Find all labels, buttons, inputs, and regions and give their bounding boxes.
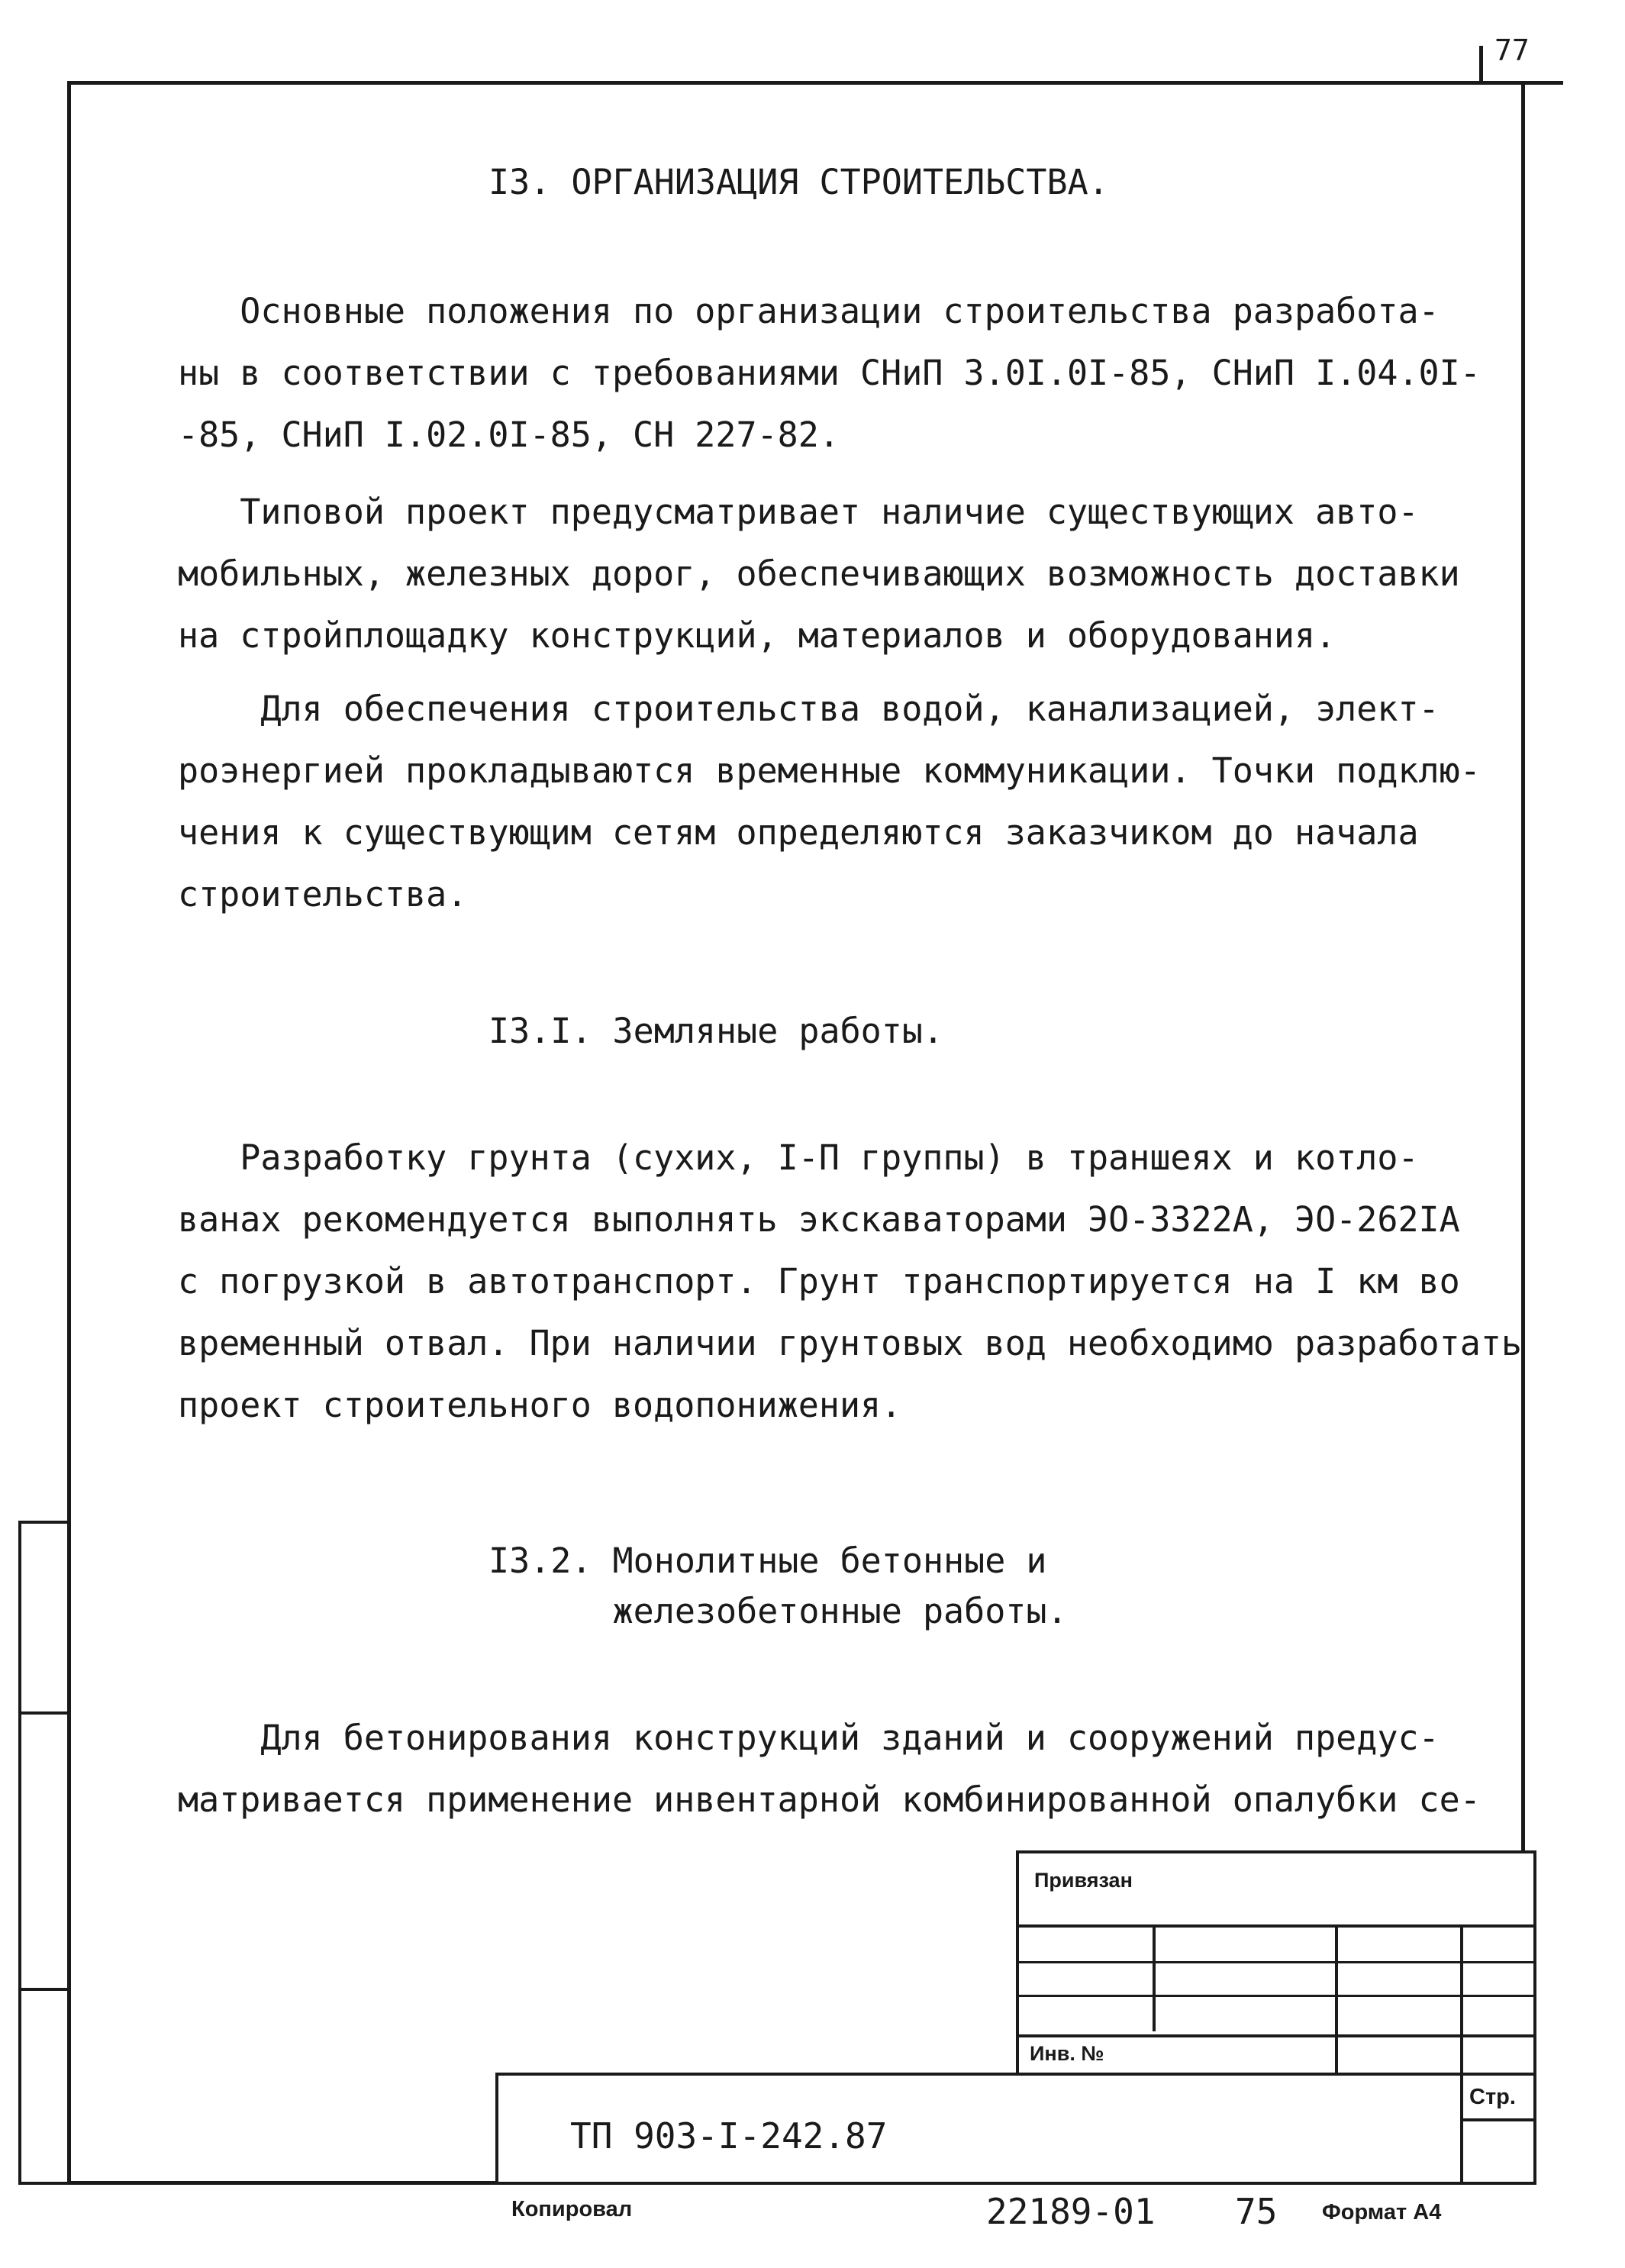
bound-label: Привязан: [1034, 1869, 1133, 1892]
intro-line: чения к существующим сетям определяются заказчиком до начала: [178, 812, 1419, 853]
stamp-rule: [1019, 1924, 1533, 1928]
copied-label: Копировал: [511, 2197, 633, 2221]
intro-line: Для обеспечения строительства водой, канализацией, элект-: [178, 689, 1440, 729]
section1-line: Разработку грунта (сухих, I-П группы) в траншеях и котло-: [178, 1137, 1419, 1178]
left-margin-box: [18, 1521, 69, 1715]
intro-line: Основные положения по организации строительства разработа-: [178, 291, 1440, 331]
section2-line: матривается применение инвентарной комбинированной опалубки се-: [178, 1779, 1481, 1820]
section-title: I3.2. Монолитные бетонные и: [488, 1540, 1047, 1581]
section2-line: Для бетонирования конструкций зданий и сооружений предус-: [178, 1718, 1440, 1758]
inv-label: Инв. №: [1030, 2042, 1104, 2065]
left-margin-box: [18, 1711, 69, 1991]
format-label: Формат А4: [1322, 2200, 1442, 2224]
intro-line: ны в соответствии с требованиями СНиП 3.0I.0I-85, СНиП I.04.0I-: [178, 353, 1481, 393]
section1-line: временный отвал. При наличии грунтовых вод необходимо разработать: [178, 1323, 1522, 1363]
stamp-rule: [1460, 2076, 1463, 2182]
binding-stamp: [1016, 1850, 1536, 2076]
corner-mark: [1479, 46, 1483, 84]
intro-line: на стройплощадку конструкций, материалов и оборудования.: [178, 615, 1336, 656]
document-code: ТП 903-I-242.87: [570, 2115, 888, 2157]
intro-line: -85, СНиП I.02.0I-85, СН 227-82.: [178, 415, 840, 455]
section-title: I3.I. Земляные работы.: [488, 1011, 944, 1051]
stamp-rule: [1153, 1924, 1156, 2031]
section-title: железобетонные работы.: [488, 1591, 1068, 1631]
left-margin-box: [18, 1988, 69, 2185]
stamp-rule: [1460, 2118, 1533, 2121]
order-number: 22189-01: [986, 2191, 1156, 2232]
intro-line: Типовой проект предусматривает наличие существующих авто-: [178, 492, 1419, 532]
stamp-rule: [1019, 1995, 1533, 1997]
corner-page-number: 77: [1494, 34, 1530, 67]
page-label: Стр.: [1469, 2085, 1516, 2109]
frame-top-extension: [1479, 81, 1563, 85]
intro-line: роэнергией прокладываются временные коммуникации. Точки подклю-: [178, 750, 1481, 791]
section1-line: проект строительного водопонижения.: [178, 1385, 902, 1425]
sheet-number: 75: [1235, 2191, 1278, 2232]
stamp-rule: [1335, 1924, 1338, 2073]
stamp-rule: [1019, 2034, 1533, 2037]
title-block: [495, 2073, 1536, 2185]
stamp-rule: [1019, 1961, 1533, 1963]
intro-line: мобильных, железных дорог, обеспечивающих возможность доставки: [178, 553, 1460, 594]
intro-line: строительства.: [178, 874, 468, 915]
page-title: I3. ОРГАНИЗАЦИЯ СТРОИТЕЛЬСТВА.: [488, 162, 1109, 202]
stamp-rule: [1460, 1924, 1463, 2073]
section1-line: ванах рекомендуется выполнять экскаваторами ЭО-3322А, ЭО-262IА: [178, 1199, 1460, 1240]
section1-line: с погрузкой в автотранспорт. Грунт транспортируется на I км во: [178, 1261, 1460, 1302]
